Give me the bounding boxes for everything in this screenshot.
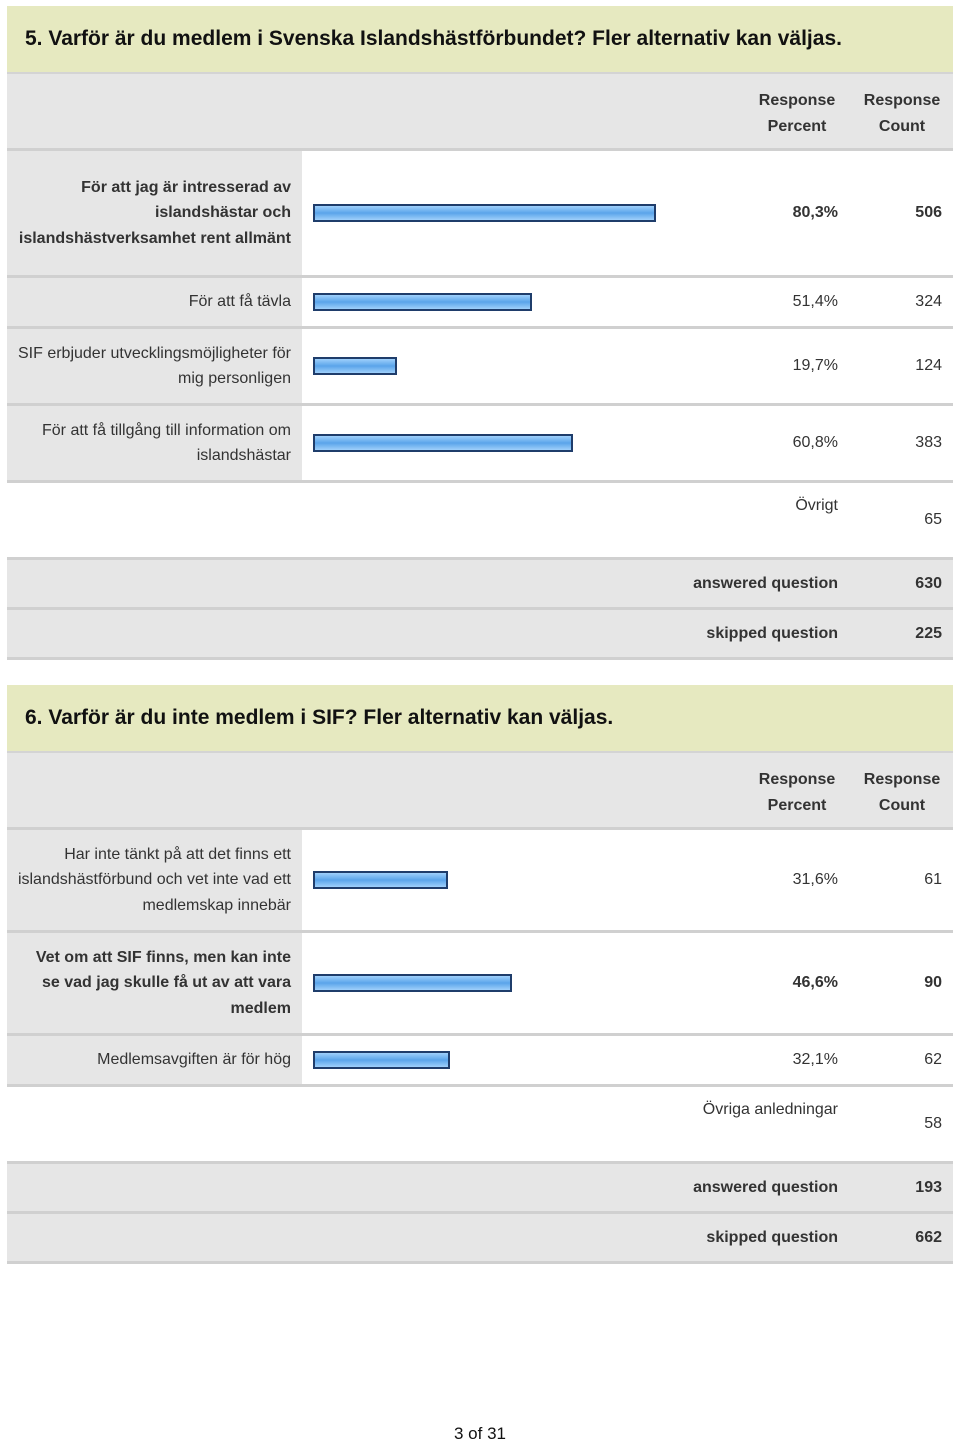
header-row — [7, 74, 953, 151]
response-count: 62 — [924, 1051, 942, 1068]
answer-row — [7, 406, 953, 483]
answer-label: Medlemsavgiften är för hög — [7, 1036, 302, 1084]
bar-cell — [302, 151, 953, 275]
bar-cell — [302, 329, 953, 403]
answered-question-label: answered question — [693, 574, 838, 592]
answer-row — [7, 329, 953, 406]
response-bar — [313, 357, 397, 375]
skipped-question-value: 225 — [915, 624, 942, 642]
other-row — [7, 483, 953, 560]
response-count: 90 — [924, 974, 942, 991]
response-percent-header: Response Percent — [758, 92, 836, 135]
question-5 — [7, 6, 953, 660]
response-count: 383 — [915, 434, 942, 451]
answered-question-label: answered question — [693, 1178, 838, 1196]
answer-row — [7, 933, 953, 1036]
skipped-question-row — [7, 1214, 953, 1264]
answer-label: Har inte tänkt på att det finns ett islandshästförbund och vet inte vad ett medlemskap innebär — [7, 830, 302, 930]
question-title: 5. Varför är du medlem i Svenska Islandshästförbundet? Fler alternativ kan väljas. — [7, 6, 953, 74]
response-percent: 31,6% — [792, 871, 838, 888]
skipped-question-row — [7, 610, 953, 660]
bar-cell — [302, 406, 953, 480]
answer-row — [7, 151, 953, 278]
other-row — [7, 1087, 953, 1164]
skipped-question-label: skipped question — [706, 1228, 838, 1246]
page-number: 3 of 31 — [454, 1424, 506, 1443]
question-6 — [7, 685, 953, 1264]
answer-label: För att jag är intresserad av islandshästar och islandshästverksamhet rent allmänt — [7, 151, 302, 275]
answer-row — [7, 278, 953, 329]
bar-cell — [302, 1036, 953, 1084]
response-count-header: Response Count — [863, 771, 941, 814]
response-count-header: Response Count — [863, 92, 941, 135]
response-percent: 60,8% — [792, 434, 838, 451]
other-count: 58 — [924, 1115, 942, 1132]
answer-label: SIF erbjuder utvecklingsmöjligheter för mig personligen — [7, 329, 302, 403]
skipped-question-label: skipped question — [706, 624, 838, 642]
response-bar — [313, 204, 656, 222]
bar-cell — [302, 830, 953, 930]
answered-question-value: 630 — [915, 574, 942, 592]
answer-row — [7, 830, 953, 933]
question-title: 6. Varför är du inte medlem i SIF? Fler alternativ kan väljas. — [7, 685, 953, 753]
response-count: 506 — [915, 204, 942, 221]
response-count: 124 — [915, 357, 942, 374]
answer-row — [7, 1036, 953, 1087]
other-label[interactable]: Övriga anledningar — [702, 1101, 838, 1118]
skipped-question-value: 662 — [915, 1228, 942, 1246]
response-percent: 51,4% — [792, 293, 838, 310]
response-bar — [313, 871, 448, 889]
response-percent: 32,1% — [792, 1051, 838, 1068]
bar-cell — [302, 278, 953, 326]
response-count: 61 — [924, 871, 942, 888]
response-percent: 80,3% — [792, 204, 838, 221]
response-percent-header: Response Percent — [758, 771, 836, 814]
answered-question-value: 193 — [915, 1178, 942, 1196]
answer-label: För att få tävla — [7, 278, 302, 326]
header-row — [7, 753, 953, 830]
response-bar — [313, 293, 532, 311]
response-count: 324 — [915, 293, 942, 310]
response-percent: 19,7% — [792, 357, 838, 374]
other-label[interactable]: Övrigt — [795, 497, 838, 514]
response-bar — [313, 1051, 450, 1069]
answer-label: För att få tillgång till information om islandshästar — [7, 406, 302, 480]
bar-cell — [302, 933, 953, 1033]
answered-question-row — [7, 560, 953, 610]
answer-label: Vet om att SIF finns, men kan inte se vad jag skulle få ut av att vara medlem — [7, 933, 302, 1033]
other-count: 65 — [924, 511, 942, 528]
response-percent: 46,6% — [792, 974, 838, 991]
answered-question-row — [7, 1164, 953, 1214]
response-bar — [313, 974, 512, 992]
response-bar — [313, 434, 573, 452]
